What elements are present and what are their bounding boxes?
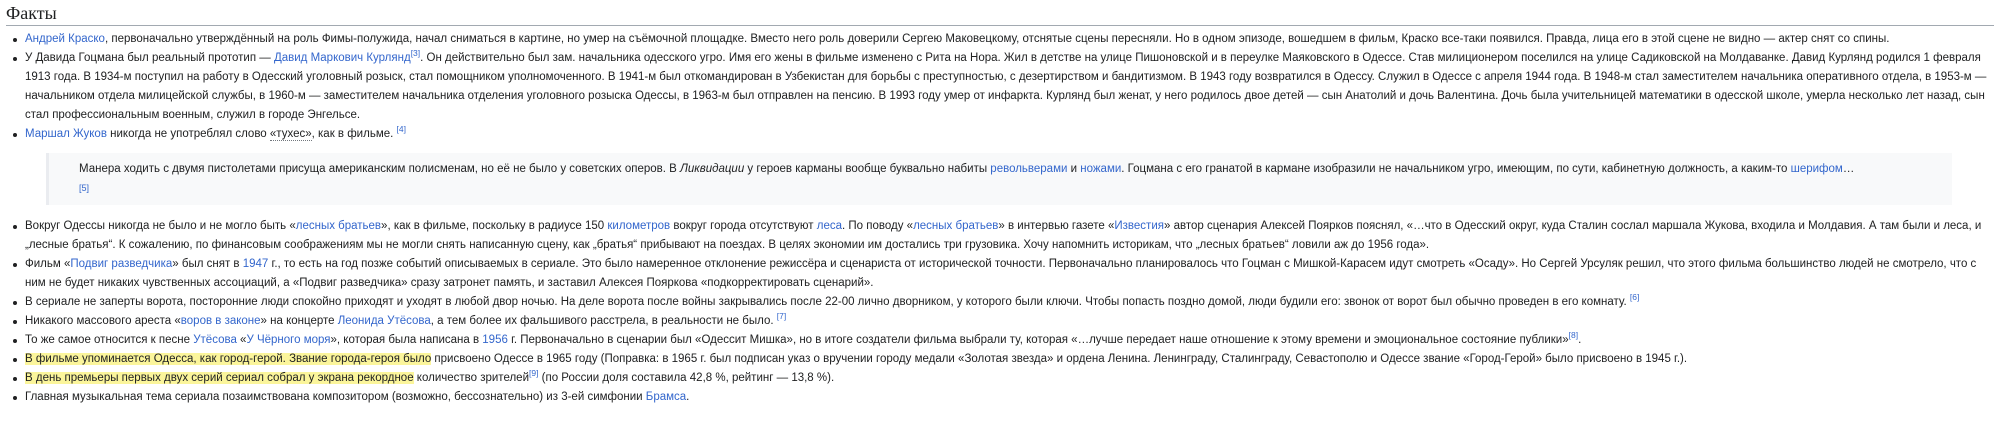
link-andrey-krasko[interactable]: Андрей Краско xyxy=(25,33,105,45)
article-content xyxy=(0,2,2000,407)
blockquote: Манера ходить с двумя пистолетами присуща американским полисменам, но её не было у советских оперов. В Ликвидации у героев карманы вообще буквально набиты револьверами и ножами. Гоцмана с его гранатой в кармане изобразили не начальником угро, имеющим, по сути, кабинетную должность, а каким-то шерифом… [5] xyxy=(46,153,1952,205)
link-u-chyornogo-morya[interactable]: У Чёрного моря xyxy=(246,334,331,346)
link-knives[interactable]: ножами xyxy=(1080,163,1122,175)
facts-list-continued xyxy=(6,217,1994,407)
reference-5[interactable]: [5] xyxy=(79,183,90,193)
list-item: В фильме упоминается Одесса, как город-герой. Звание города-героя было присвоено Одессе в 1965 году (Поправка: в 1965 г. был подписан указ о вручении городу медали «Золотая звезда» и ордена Ленина. Ленинграду, Сталинграду, Севастополю и Одессе звание «Город-Герой» было присвоено в 1945 г.). xyxy=(25,350,1994,369)
highlighted-text: В фильме упоминается Одесса, как город-герой. Звание города-героя было xyxy=(25,353,432,365)
link-marshal-zhukov[interactable]: Маршал Жуков xyxy=(25,128,107,140)
link-podvig-razvedchika[interactable]: Подвиг разведчика xyxy=(70,258,173,270)
link-david-kurlyand[interactable]: Давид Маркович Курлянд xyxy=(273,52,411,64)
quote-italic-title: Ликвидации xyxy=(680,163,745,175)
section-heading: Факты xyxy=(6,2,1994,26)
list-item: В день премьеры первых двух серий сериал собрал у экрана рекордное количество зрителей[9] (по России доля составила 42,8 %, рейтинг — 13,8 %). xyxy=(25,369,1994,388)
list-item: Фильм «Подвиг разведчика» был снят в 1947 г., то есть на год позже событий описываемых в сериале. Это было намеренное отклонение режиссёра и сценариста от исторической точности. Первоначально планировалось что Гоцман с Мишкой-Карасем идут смотреть «Осаду». Но Сергей Урсуляк решил, что этого фильма большинство людей не смотрело, что с ним не будет никаких чувственных ассоциаций, а «Подвиг разведчика» сразу затронет память, и заставил Алексея Пояркова «подкорректировать сценарий». xyxy=(25,255,1994,293)
link-brahms[interactable]: Брамса xyxy=(645,391,687,403)
link-sheriff[interactable]: шерифом xyxy=(1790,163,1843,175)
tukhes-word: «тухес» xyxy=(269,128,312,140)
link-thieves-in-law[interactable]: воров в законе xyxy=(180,315,261,327)
link-forest-brothers-2[interactable]: лесных братьев xyxy=(913,220,999,232)
reference-6[interactable]: [6] xyxy=(1629,292,1640,303)
link-1956[interactable]: 1956 xyxy=(482,334,508,346)
link-izvestia[interactable]: Известия xyxy=(1114,220,1164,232)
list-item: Никакого массового ареста «воров в законе» на концерте Леонида Утёсова, а тем более их фальшивого расстрела, в реальности не было. [7] xyxy=(25,312,1994,331)
reference-7[interactable]: [7] xyxy=(776,311,787,322)
list-item: Вокруг Одессы никогда не было и не могло быть «лесных братьев», как в фильме, поскольку в радиусе 150 километров вокруг города отсутствуют леса. По поводу «лесных братьев» в интервью газете «Известия» автор сценария Алексей Поярков пояснял, «…что в Одесский округ, куда Сталин сослал маршала Жукова, входила и Молдавия. А там были и леса, и „лесные братья“. К сожалению, по финансовым соображениям мы не могли снять написанную сцену, как „братья“ прибывают на поездах. В целях экономии им достались три грузовика. Хочу напомнить историкам, что „лесных братьев“ ловили аж до 1956 года». xyxy=(25,217,1994,255)
reference-3[interactable]: [3] xyxy=(410,48,421,59)
reference-4[interactable]: [4] xyxy=(396,124,406,135)
link-revolvers[interactable]: револьверами xyxy=(990,163,1068,175)
link-kilometers[interactable]: километров xyxy=(607,220,671,232)
link-forest-brothers[interactable]: лесных братьев xyxy=(295,220,382,232)
list-item: Главная музыкальная тема сериала позаимствована композитором (возможно, бессознательно) из 3-ей симфонии Брамса. xyxy=(25,388,1994,407)
reference-9[interactable]: [9] xyxy=(529,368,539,379)
facts-list xyxy=(6,30,1994,144)
link-leonid-utyosov[interactable]: Леонида Утёсова xyxy=(337,315,431,327)
link-1947[interactable]: 1947 xyxy=(242,258,269,270)
list-item: У Давида Гоцмана был реальный прототип — Давид Маркович Курлянд[3]. Он действительно был зам. начальника одесского угро. Имя его жены в фильме изменено с Рита на Нора. Жил в детстве на улице Пишоновской и в переулке Маяковского в Одессе. Став милиционером поселился на улице Садиковской на Молдаванке. Давид Курлянд родился 1 февраля 1913 года. В 1934-м поступил на работу в Одесский уголовный розыск, стал помощником уполномоченного. В 1941-м был откомандирован в Узбекистан для борьбы с преступностью, с дезертирством и бандитизмом. В 1943 году возвратился в Одессу. Служил в Одессе с апреля 1944 года. В 1948-м стал заместителем начальника оперативного отдела, в 1953-м — начальником отдела милицейской службы, в 1960-м — заместителем начальника отделения уголовного розыска Одессы, в 1963-м был отправлен на пенсию. В 1993 году умер от инфаркта. Курлянд был женат, у него родилось двое детей — сын Анатолий и дочь Валентина. Дочь была учительницей математики в одесской школе, умерла несколько лет назад, сын стал профессиональным военным, служил в городе Энгельсе. xyxy=(25,49,1994,125)
list-item: В сериале не заперты ворота, посторонние люди спокойно приходят и уходят в любой двор ночью. На деле ворота после войны закрывались после 22-00 лично дворником, у которого были ключи. Чтобы попасть поздно домой, люди будили его: звонок от ворот был обычно проведен в его комнату. [6] xyxy=(25,293,1994,312)
list-item: То же самое относится к песне Утёсова «У Чёрного моря», которая была написана в 1956 г. Первоначально в сценарии был «Одессит Мишка», но в итоге создатели фильма выбрали ту, которая «…лучше передает наше отношение к этому времени и эмоциональное состояние публики»[8]. xyxy=(25,331,1994,350)
link-forest[interactable]: леса xyxy=(816,220,843,232)
reference-8[interactable]: [8] xyxy=(1568,330,1579,341)
highlighted-text: В день премьеры первых двух серий сериал собрал у экрана рекордное xyxy=(25,372,414,384)
link-utyosov[interactable]: Утёсова xyxy=(193,334,237,346)
list-item: Маршал Жуков никогда не употреблял слово «тухес», как в фильме. [4] xyxy=(25,125,1994,144)
list-item: Андрей Краско, первоначально утверждённый на роль Фимы-полужида, начал сниматься в картине, но умер на съёмочной площадке. Вместо него роль доверили Сергею Маковецкому, отснятые сцены пересняли. Но в одном эпизоде, вошедшем в фильм, Краско все-таки появился. Правда, лица его в этой сцене не видно — актер снят со спины. xyxy=(25,30,1994,49)
